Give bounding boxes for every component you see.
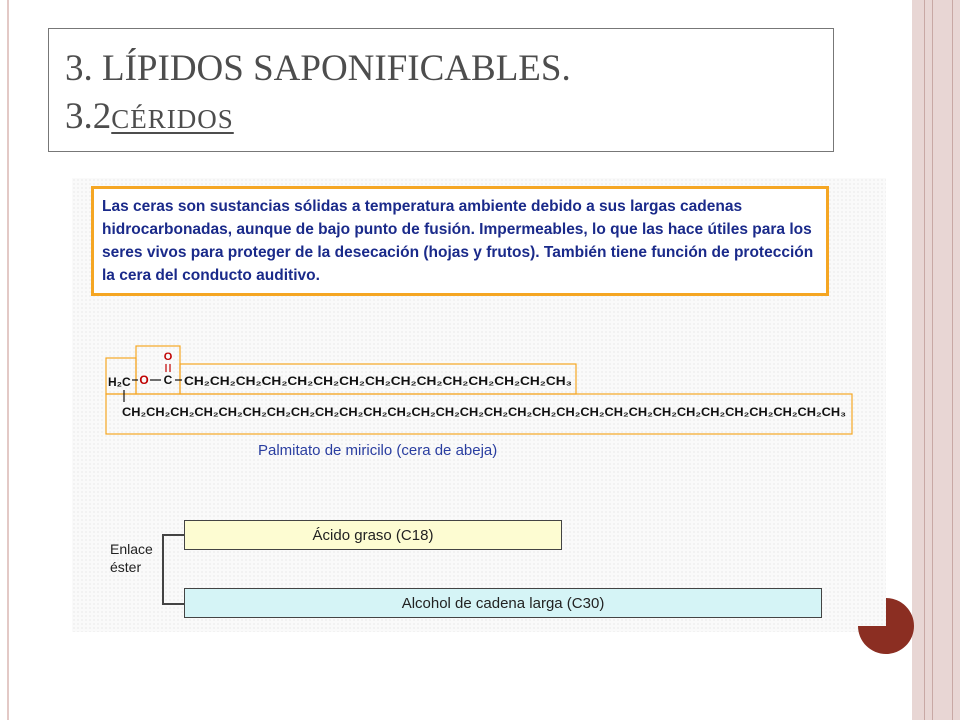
alcohol-chain: CH₂CH₂CH₂CH₂CH₂CH₂CH₂CH₂CH₂CH₂CH₂CH₂CH₂CH₂CH₂CH₂CH₂CH₂CH₂CH₂CH₂CH₂CH₂CH₂CH₂CH₂CH₂CH₂CH₂CH₃ bbox=[122, 407, 846, 419]
description-text: Las ceras son sustancias sólidas a temperatura ambiente debido a sus largas cadenas hidrocarbonadas, aunque de bajo punto de fusión. Impermeables, lo que las hace útiles para los seres vivos para proteger de la desecación (hojas y frutos). También tiene función de protección la cera del conducto auditivo. bbox=[102, 198, 814, 284]
title-prefix: 3.2 bbox=[65, 96, 112, 137]
title-smallcaps: CÉRIDOS bbox=[111, 104, 234, 134]
formula-caption: Palmitato de miricilo (cera de abeja) bbox=[258, 442, 498, 459]
fatty-acid-bar: Ácido graso (C18) bbox=[184, 520, 562, 550]
right-frame-border bbox=[912, 0, 960, 720]
bracket-vertical bbox=[162, 535, 164, 605]
title-line-1: 3. LÍPIDOS SAPONIFICABLES. bbox=[65, 48, 571, 89]
bracket-bottom-arm bbox=[162, 603, 184, 605]
content-image bbox=[72, 178, 886, 632]
ester-bond-label: Enlace éster bbox=[110, 541, 153, 575]
ester-oxygen: O bbox=[139, 373, 149, 387]
bracket-top-arm bbox=[162, 534, 184, 536]
title-line-2 bbox=[65, 95, 234, 138]
carbonyl-carbon: C bbox=[163, 373, 173, 387]
fatty-acid-chain: CH₂CH₂CH₂CH₂CH₂CH₂CH₂CH₂CH₂CH₂CH₂CH₂CH₂CH₂CH₃ bbox=[184, 376, 572, 388]
alcohol-bar: Alcohol de cadena larga (C30) bbox=[184, 588, 822, 618]
title-box bbox=[48, 28, 834, 152]
left-frame-border bbox=[0, 0, 9, 720]
decorative-circle-icon bbox=[858, 598, 914, 654]
h2c-group: H₂C bbox=[108, 375, 131, 389]
structural-formula bbox=[72, 178, 886, 632]
double-bond-oxygen: O bbox=[163, 351, 173, 363]
